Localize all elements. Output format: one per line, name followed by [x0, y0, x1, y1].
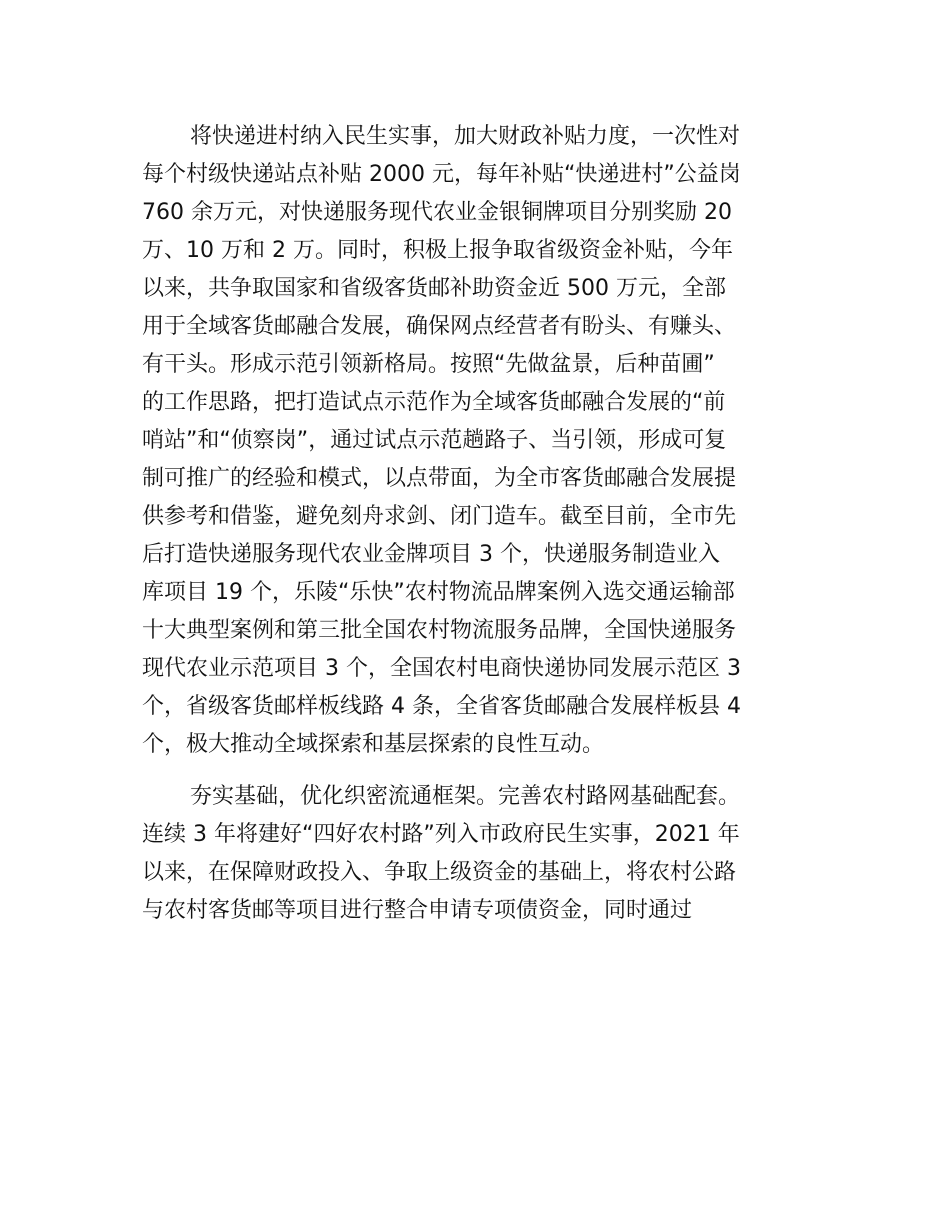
paragraph-line: 以来，共争取国家和省级客货邮补助资金近 500 万元，全部 [142, 276, 726, 301]
paragraph-line: 每个村级快递站点补贴 2000 元，每年补贴“快递进村”公益岗 [142, 162, 741, 187]
paragraph-spacer [142, 764, 814, 778]
paragraph-1 [142, 118, 814, 764]
paragraph-2 [142, 778, 814, 930]
paragraph-line: 现代农业示范项目 3 个，全国农村电商快递协同发展示范区 3 [142, 656, 741, 681]
document-body [142, 118, 814, 930]
paragraph-line: 个，省级客货邮样板线路 4 条，全省客货邮融合发展样板县 4 [142, 694, 741, 719]
paragraph-line: 有干头。形成示范引领新格局。按照“先做盆景，后种苗圃” [142, 352, 715, 377]
paragraph-line: 库项目 19 个，乐陵“乐快”农村物流品牌案例入选交通运输部 [142, 580, 735, 605]
paragraph-line: 万、10 万和 2 万。同时，积极上报争取省级资金补贴，今年 [142, 238, 733, 263]
paragraph-line: 用于全域客货邮融合发展，确保网点经营者有盼头、有赚头、 [142, 314, 737, 339]
paragraph-line: 夯实基础，优化织密流通框架。完善农村路网基础配套。 [190, 784, 741, 809]
paragraph-line: 760 余万元，对快递服务现代农业金银铜牌项目分别奖励 20 [142, 200, 732, 225]
paragraph-line: 个，极大推动全域探索和基层探索的良性互动。 [142, 732, 605, 757]
paragraph-line: 十大典型案例和第三批全国农村物流服务品牌，全国快递服务 [142, 618, 737, 643]
paragraph-line: 与农村客货邮等项目进行整合申请专项债资金，同时通过 [142, 898, 693, 923]
paragraph-line: 后打造快递服务现代农业金牌项目 3 个，快递服务制造业入 [142, 542, 720, 567]
paragraph-line: 供参考和借鉴，避免刻舟求剑、闭门造车。截至目前，全市先 [142, 504, 737, 529]
paragraph-line: 以来，在保障财政投入、争取上级资金的基础上，将农村公路 [142, 860, 737, 885]
paragraph-line: 将快递进村纳入民生实事，加大财政补贴力度，一次性对 [190, 124, 741, 149]
paragraph-line: 连续 3 年将建好“四好农村路”列入市政府民生实事，2021 年 [142, 822, 740, 847]
paragraph-line: 的工作思路，把打造试点示范作为全域客货邮融合发展的“前 [142, 390, 726, 415]
paragraph-line: 哨站”和“侦察岗”，通过试点示范趟路子、当引领，形成可复 [142, 428, 727, 453]
paragraph-line: 制可推广的经验和模式，以点带面，为全市客货邮融合发展提 [142, 466, 737, 491]
